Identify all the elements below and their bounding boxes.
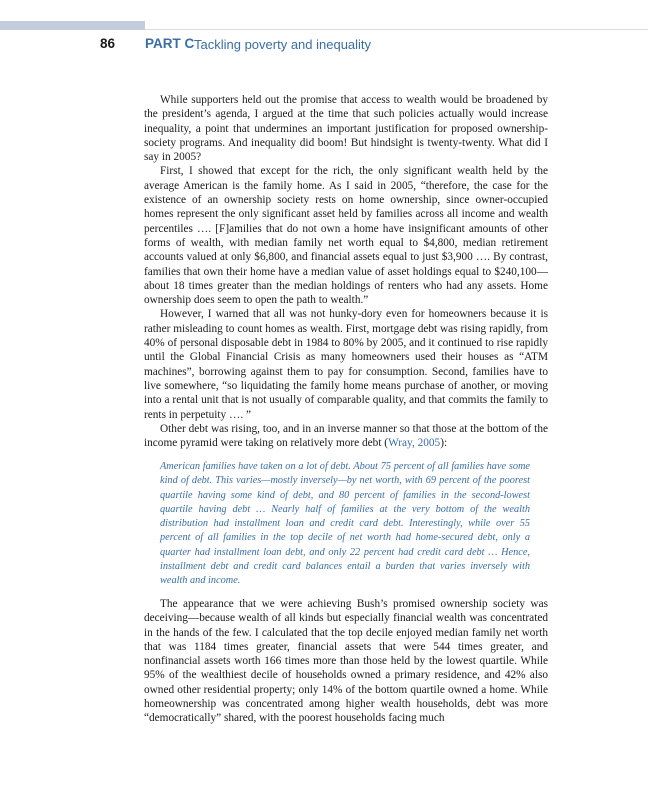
- header-accent-bar: [0, 21, 145, 30]
- running-header: [0, 36, 648, 54]
- lead-in-closing: ):: [440, 437, 448, 450]
- block-quote: American families have taken on a lot of debt. About 75 percent of all families have some kind of debt. This varies—mostly inversely—by net worth, with 69 percent of the poorest quartile having some kind of debt, and 80 percent of families in the second-lowest quartile having debt … Nearly half of families at the very bottom of the wealth distribution had installment loan and credit card debt. Interestingly, while over 55 percent of all families in the top decile of net worth had home-secured debt, only a quarter had installment loan debt, and only 22 percent had credit card debt … Hence, installment debt and credit card balances entail a burden that varies inversely with wealth and income.: [160, 461, 530, 587]
- paragraph: The appearance that we were achieving Bush’s promised ownership society was deceiving—because wealth of all kinds but especially financial wealth was concentrated in the hands of the few. I calculated that the top decile enjoyed median family net worth that was 1184 times greater, financial assets that were 544 times greater, and nonfinancial assets worth 166 times more than those held by the lowest quartile. While 95% of the wealthiest decile of households owned a primary residence, and 42% also owned other residential property; only 14% of the bottom quartile owned a home. While homeownership was concentrated among higher wealth households, debt was more “democratically” shared, with the poorest households facing much: [144, 598, 548, 725]
- page-number: 86: [100, 36, 116, 51]
- quote-lead-in: [144, 422, 548, 451]
- chapter-title: Tackling poverty and inequality: [194, 36, 372, 52]
- paragraph: However, I warned that all was not hunky-dory even for homeowners because it is rather misleading to count homes as wealth. First, mortgage debt was rising rapidly, from 40% of personal disposable debt in 1984 to 80% by 2005, and it continued to rise rapidly until the Global Financial Crisis as many homeowners used their houses as “ATM machines”, borrowing against them to pay for consumption. Second, families have to live somewhere, “so liquidating the family home means purchase of another, or moving into a rental unit that is not usually of comparable quality, and that commits the family to rents in perpetuity …. ”: [144, 308, 548, 421]
- body-text-after-quote: [144, 597, 548, 726]
- part-label: PART C: [145, 36, 195, 51]
- paragraph: First, I showed that except for the rich, the only significant wealth held by the average American is the family home. As I said in 2005, “therefore, the case for the existence of an ownership society rests on home ownership, since owner-occupied homes represent the only significant asset held by families across all income and wealth percentiles …. [F]amilies that do not own a home have insignificant amounts of other forms of wealth, with median family net worth equal to $4,800, median retirement accounts valued at only $6,800, and financial assets equal to just $3,900 …. By contrast, families that own their home have a median value of asset holdings equal to $240,100—about 18 times greater than the median holdings of renters who had any assets. Home ownership does seem to open the path to wealth.”: [144, 165, 548, 307]
- paragraph: While supporters held out the promise that access to wealth would be broadened by the president’s agenda, I argued at the time that such policies actually would increase inequality, a point that undermines an important justification for proposed ownership-society programs. And inequality did boom! But hindsight is twenty-twenty. What did I say in 2005?: [144, 94, 548, 164]
- body-text-before-quote: [144, 93, 548, 450]
- citation-link[interactable]: Wray, 2005: [388, 437, 441, 450]
- lead-in-text: Other debt was rising, too, and in an inverse manner so that those at the bottom of the income pyramid were taking on relatively more debt (: [144, 422, 548, 450]
- header-rule: [145, 29, 648, 30]
